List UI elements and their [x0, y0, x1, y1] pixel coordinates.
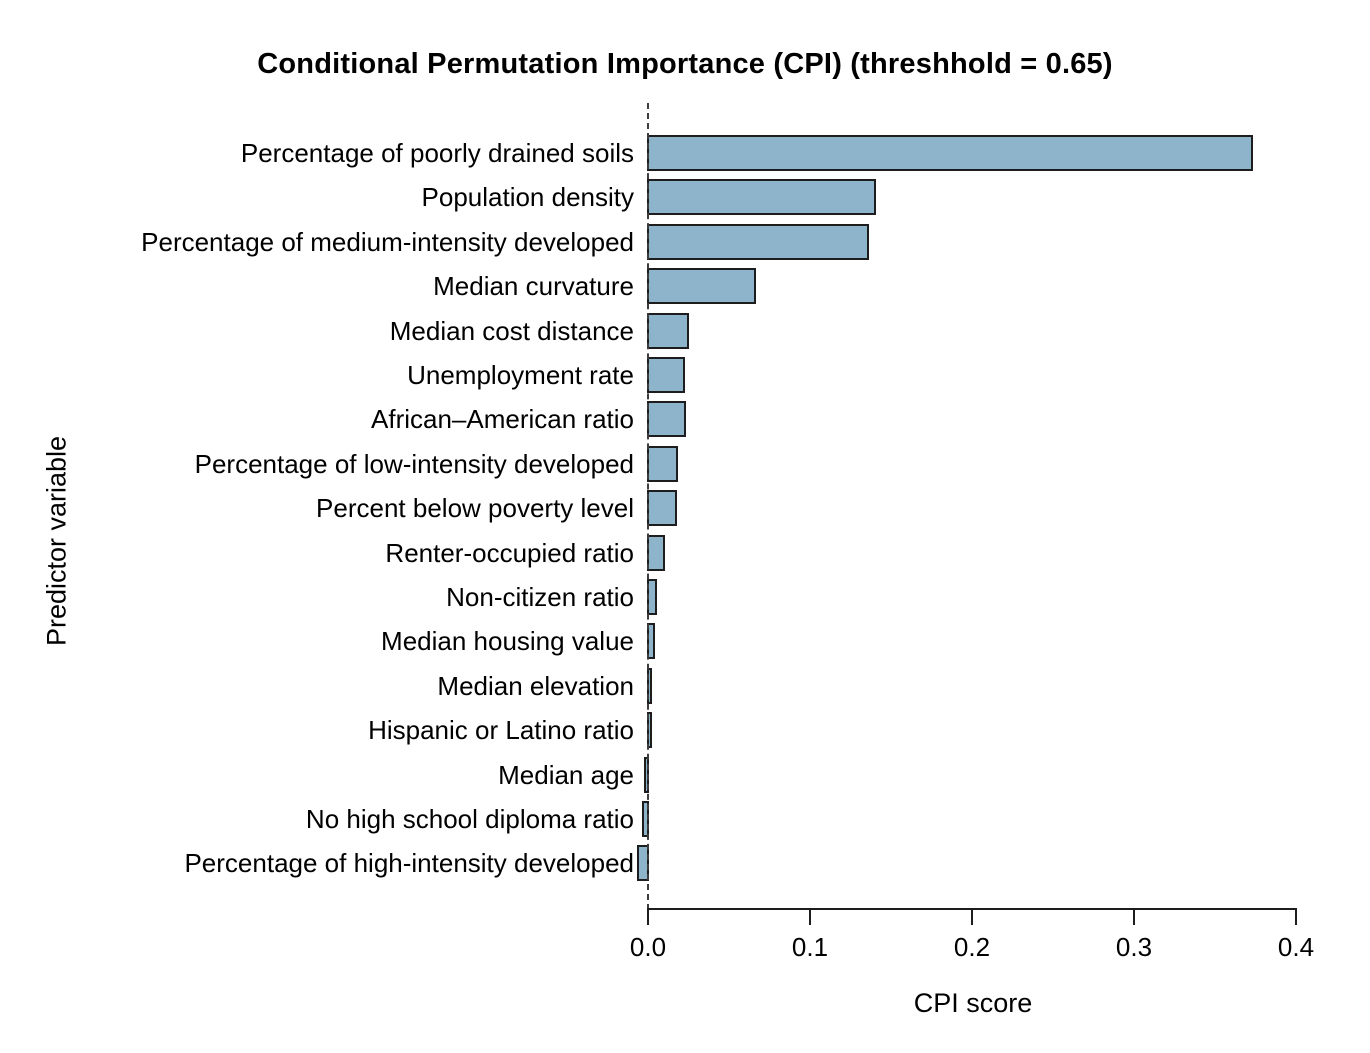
category-label-renter-occupied-ratio: Renter-occupied ratio — [385, 538, 634, 568]
x-tick-0.0 — [647, 908, 649, 925]
category-label-percentage-of-high-intensity-developed: Percentage of high-intensity developed — [184, 848, 634, 878]
category-label-median-housing-value: Median housing value — [381, 626, 634, 656]
x-tick-0.3 — [1133, 908, 1135, 925]
bar-renter-occupied-ratio — [647, 535, 665, 571]
chart-title: Conditional Permutation Importance (CPI) (threshhold = 0.65) — [257, 48, 1113, 80]
category-label-hispanic-or-latino-ratio: Hispanic or Latino ratio — [368, 715, 634, 745]
zero-reference-line — [647, 103, 649, 910]
x-tick-label-0.0: 0.0 — [629, 932, 667, 962]
x-tick-label-0.2: 0.2 — [953, 932, 991, 962]
bar-percentage-of-low-intensity-developed — [647, 446, 678, 482]
category-label-percentage-of-poorly-drained-soils: Percentage of poorly drained soils — [240, 138, 634, 168]
category-label-no-high-school-diploma-ratio: No high school diploma ratio — [305, 804, 634, 834]
x-tick-0.4 — [1295, 908, 1297, 925]
bar-african-american-ratio — [647, 401, 686, 437]
category-label-median-age: Median age — [498, 760, 634, 790]
category-label-median-cost-distance: Median cost distance — [389, 316, 634, 346]
category-label-african-american-ratio: African–American ratio — [371, 404, 634, 434]
category-label-unemployment-rate: Unemployment rate — [407, 360, 634, 390]
x-tick-0.1 — [809, 908, 811, 925]
category-label-percent-below-poverty-level: Percent below poverty level — [316, 493, 634, 523]
category-label-population-density: Population density — [421, 182, 634, 212]
bar-unemployment-rate — [647, 357, 685, 393]
category-label-median-curvature: Median curvature — [433, 271, 634, 301]
bar-percentage-of-medium-intensity-developed — [647, 224, 869, 260]
category-label-median-elevation: Median elevation — [437, 671, 634, 701]
x-tick-label-0.4: 0.4 — [1277, 932, 1315, 962]
category-label-percentage-of-low-intensity-developed: Percentage of low-intensity developed — [194, 449, 634, 479]
category-label-non-citizen-ratio: Non-citizen ratio — [446, 582, 634, 612]
bar-population-density — [647, 179, 876, 215]
y-axis-title: Predictor variable — [41, 435, 72, 647]
x-tick-0.2 — [971, 908, 973, 925]
bar-percentage-of-poorly-drained-soils — [647, 135, 1253, 171]
bar-median-curvature — [647, 268, 756, 304]
x-tick-label-0.3: 0.3 — [1115, 932, 1153, 962]
x-axis-title: CPI score — [913, 988, 1033, 1018]
x-tick-label-0.1: 0.1 — [791, 932, 829, 962]
bar-percent-below-poverty-level — [647, 490, 677, 526]
category-label-percentage-of-medium-intensity-developed: Percentage of medium-intensity developed — [141, 227, 634, 257]
bar-median-cost-distance — [647, 313, 689, 349]
